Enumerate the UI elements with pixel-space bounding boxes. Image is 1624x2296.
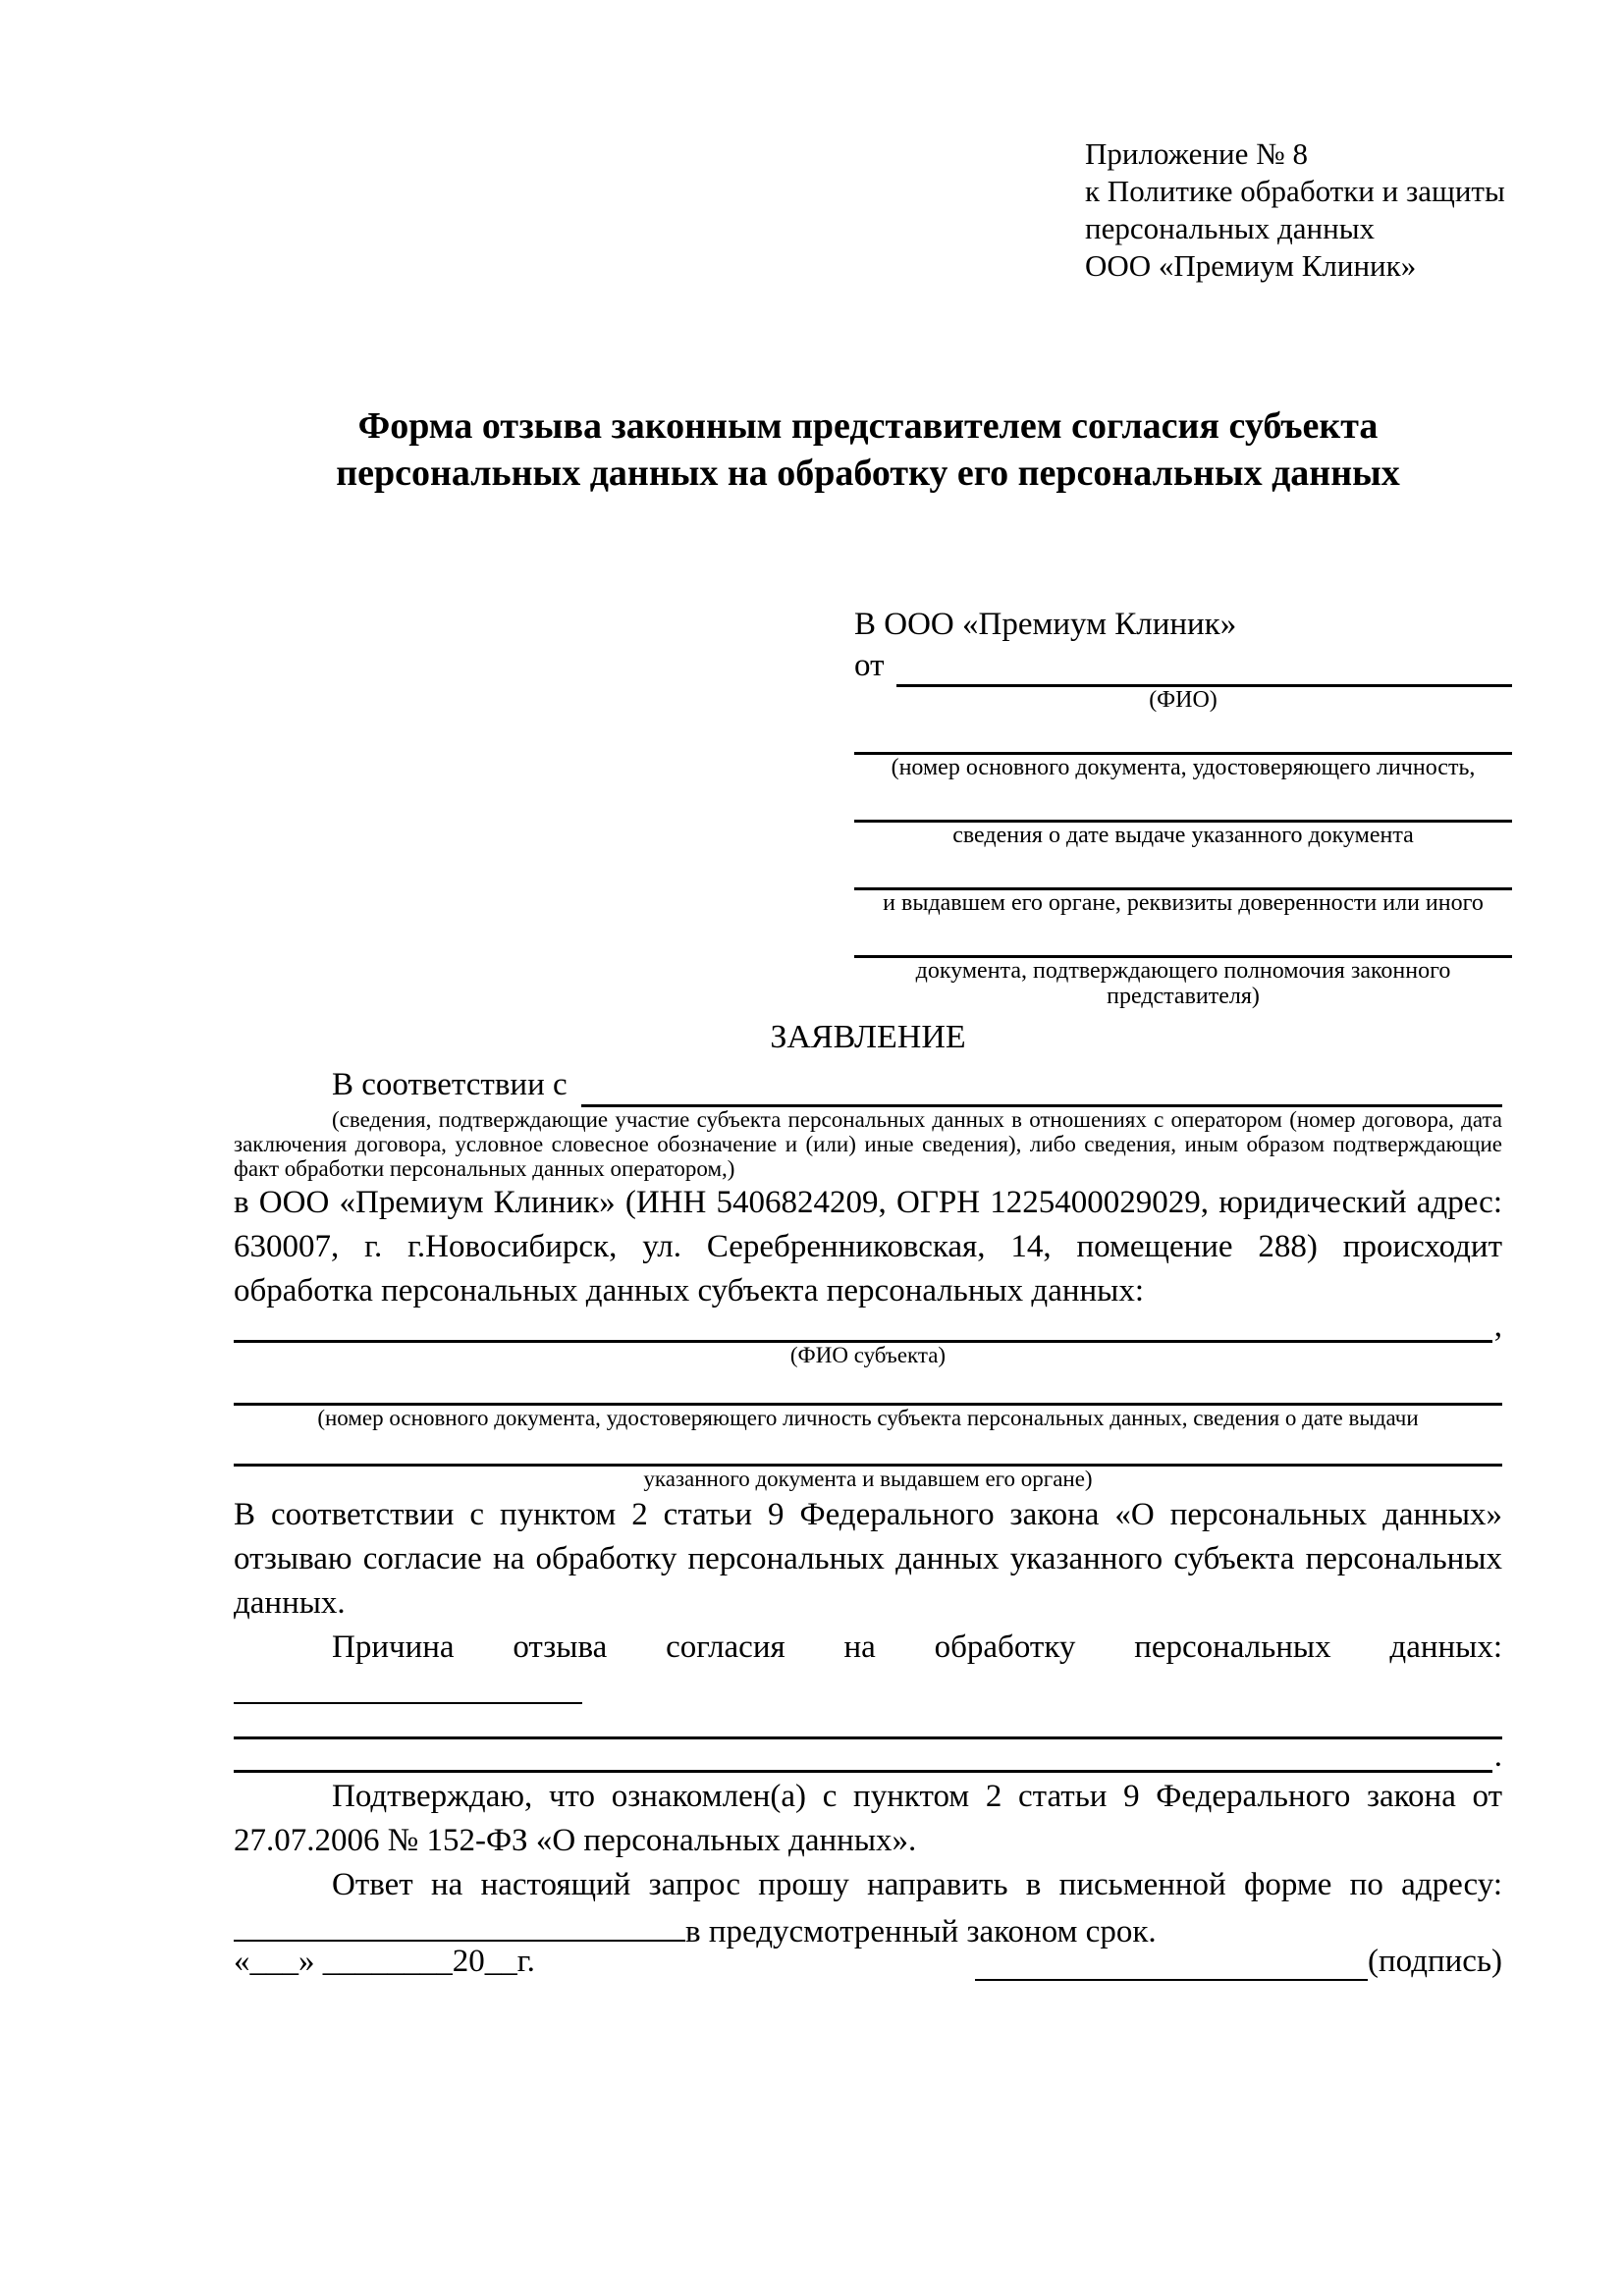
document-number-fill-line [854, 713, 1512, 755]
representative-authority-field-label: документа, подтверждающего полномочия законного представителя) [915, 958, 1451, 1009]
statement-body-bottom [234, 1308, 1502, 1954]
reason-continuation-fill-line [234, 1736, 1492, 1773]
reason-line [234, 1626, 1502, 1717]
statement-body-top [234, 1062, 1502, 1313]
header-block [1085, 135, 1505, 285]
reason-continuation-line-2 [234, 1739, 1502, 1773]
document-number-field-label: (номер основного документа, удостоверяющего личность, [891, 755, 1476, 780]
response-request-tail: в предусмотренный законом срок. [685, 1914, 1157, 1949]
date-line: «___» ________20__г. [234, 1944, 535, 1979]
opening-fill-line [581, 1062, 1502, 1107]
addressee-block [854, 603, 1512, 1009]
header-line-appendix: Приложение № 8 [1085, 136, 1308, 171]
signature-label: (подпись) [1368, 1944, 1502, 1979]
subject-line-suffix: , [1493, 1308, 1502, 1344]
issue-date-fill-line [854, 780, 1512, 823]
confirmation-paragraph: Подтверждаю, что ознакомлен(а) с пунктом 2 статьи 9 Федерального закона от 27.07.2006 № 152-ФЗ «О персональных данных». [234, 1779, 1502, 1858]
response-request-text: Ответ на настоящий запрос прошу направить в письменной форме по адресу: [332, 1867, 1502, 1902]
addressee-organization: В ООО «Премиум Клиник» [854, 607, 1237, 642]
from-row [854, 646, 1512, 687]
signature-group [975, 1942, 1502, 1981]
subject-document-fill-line [234, 1367, 1502, 1406]
opening-row [234, 1062, 1502, 1107]
statement-heading: ЗАЯВЛЕНИЕ [770, 1019, 966, 1055]
subject-fio-label: (ФИО субъекта) [789, 1343, 947, 1367]
issuing-authority-field-label: и выдавшем его органе, реквизиты доверенности или иного [883, 890, 1484, 916]
issuing-authority-fill-line [854, 848, 1512, 890]
subject-document-label: (номер основного документа, удостоверяющего личность субъекта персональных данных, сведения о дате выдачи [317, 1406, 1419, 1430]
explanatory-note: (сведения, подтверждающие участие субъекта персональных данных в отношениях с оператором (номер договора, дата заключения договора, условное словесное обозначение и (или) иные сведения), либо сведения, иным образом подтверждающие факт обработки персональных данных оператором,) [234, 1107, 1502, 1181]
reason-fill-line [234, 1670, 582, 1704]
from-label: от [854, 648, 885, 683]
subject-document-issuer-fill-line [234, 1430, 1502, 1467]
signature-fill-line [975, 1942, 1368, 1981]
header-line-organization: ООО «Премиум Клиник» [1085, 248, 1417, 283]
footer-row [234, 1942, 1502, 1981]
opening-text: В соответствии с [332, 1067, 568, 1102]
withdrawal-paragraph: В соответствии с пунктом 2 статьи 9 Федерального закона «О персональных данных» отзываю согласие на обработку персональных данных указанного субъекта персональных данных. [234, 1497, 1502, 1621]
document-title: Форма отзыва законным представителем согласия субъекта персональных данных на обработку его персональных данных [336, 405, 1400, 494]
subject-document-issuer-label: указанного документа и выдавшем его органе) [643, 1467, 1093, 1491]
header-line-policy: к Политике обработки и защиты [1085, 174, 1505, 208]
fio-fill-line [896, 643, 1513, 687]
operator-paragraph: в ООО «Премиум Клиник» (ИНН 5406824209, ОГРН 1225400029029, юридический адрес: 630007, г. г.Новосибирск, ул. Серебренниковская, 14, помещение 288) происходит обработка персональных данных субъекта персональных данных: [234, 1185, 1502, 1308]
reason-line2-suffix: . [1493, 1738, 1502, 1774]
fio-field-label: (ФИО) [1149, 687, 1218, 713]
header-line-personal-data: персональных данных [1085, 211, 1376, 245]
reason-label: Причина отзыва согласия на обработку персональных данных: [332, 1629, 1502, 1665]
address-fill-line [234, 1907, 685, 1942]
subject-fio-fill-line [234, 1320, 1492, 1343]
subject-fio-row [234, 1308, 1502, 1344]
representative-authority-fill-line [854, 916, 1512, 958]
issue-date-field-label: сведения о дате выдаче указанного документа [952, 823, 1414, 848]
